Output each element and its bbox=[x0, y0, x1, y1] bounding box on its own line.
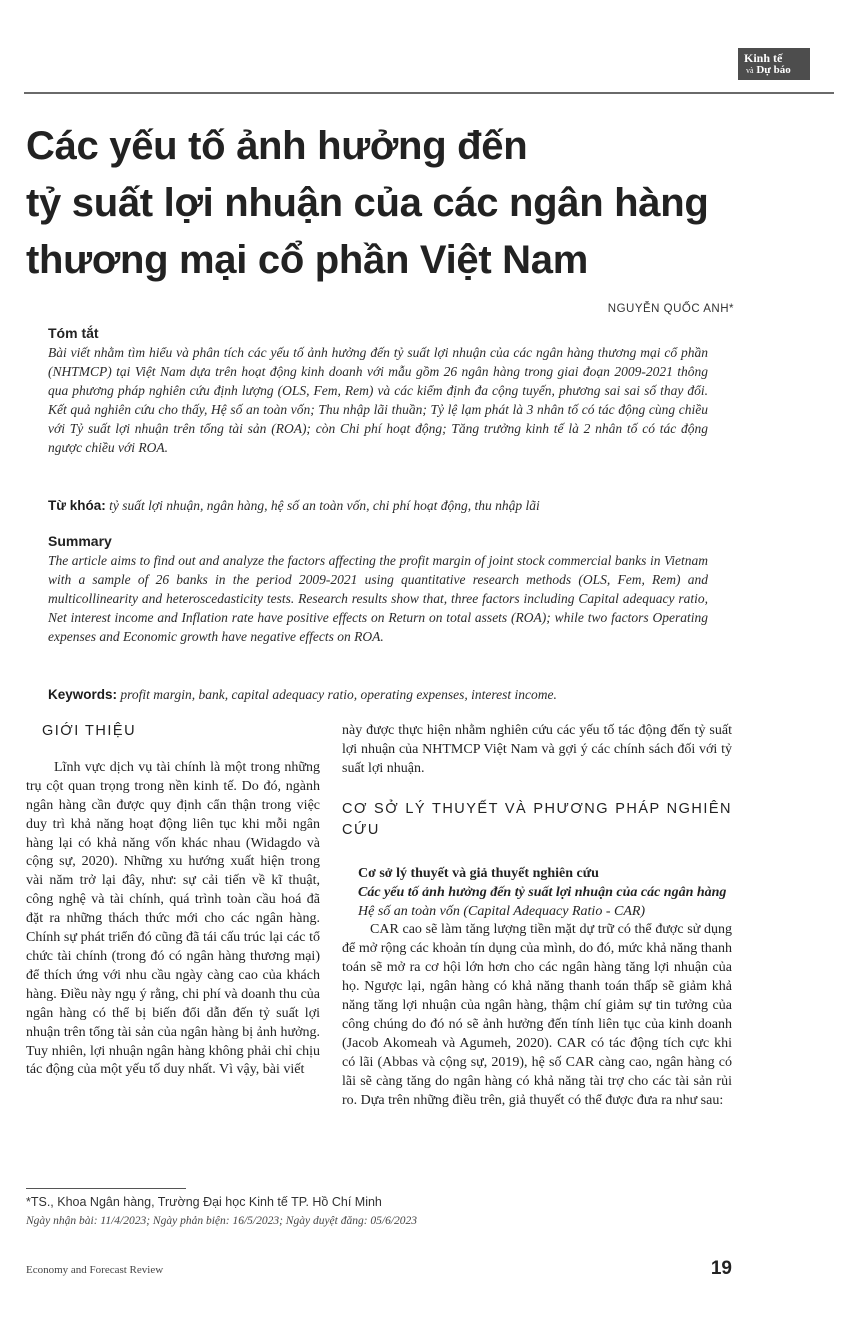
factors-subheading: Các yếu tố ảnh hưởng đến tỷ suất lợi nhuận của các ngân hàng bbox=[358, 884, 727, 900]
left-column bbox=[26, 722, 320, 1080]
intro-paragraph-continued: này được thực hiện nhằm nghiên cứu các yếu tố tác động đến tỷ suất lợi nhuận của NHTMCP Việt Nam và gợi ý các chính sách đối với tỷ suất lợi nhuận. bbox=[342, 723, 732, 776]
title-line-2: tỷ suất lợi nhuận của các ngân hàng bbox=[26, 181, 709, 225]
keywords-vi bbox=[48, 496, 728, 515]
journal-logo bbox=[738, 48, 810, 80]
logo-line-1: Kinh tế bbox=[744, 51, 783, 65]
abstract-vi-text: Bài viết nhằm tìm hiểu và phân tích các yếu tố ảnh hưởng đến tỷ suất lợi nhuận của các ngân hàng thương mại cổ phần (NHTMCP) tại Việt Nam dựa trên hoạt động kinh doanh với mẫu gồm 26 ngân hàng trong giai đoạn 2009-2021 thông qua phương pháp nghiên cứu định lượng (OLS, Fem, Rem) và các kiểm định đa cộng tuyến, phương sai sai số thay đổi. Kết quả nghiên cứu cho thấy, Hệ số an toàn vốn; Thu nhập lãi thuần; Tỷ lệ lạm phát là 3 nhân tố có tác động cùng chiều với Tỷ suất lợi nhuận trên tổng tài sản (ROA); còn Chi phí hoạt động; Tăng trưởng kinh tế là 2 nhân tố có tác động ngược chiều với ROA. bbox=[48, 345, 708, 455]
theory-heading: CƠ SỞ LÝ THUYẾT VÀ PHƯƠNG PHÁP NGHIÊN CỨU bbox=[342, 800, 732, 838]
footnote-rule bbox=[26, 1188, 186, 1189]
logo-conjunction: và bbox=[746, 66, 754, 75]
author-affiliation: *TS., Khoa Ngân hàng, Trường Đại học Kinh tế TP. Hồ Chí Minh bbox=[26, 1195, 382, 1209]
logo-line-2-text: Dự báo bbox=[756, 64, 791, 76]
intro-paragraph: Lĩnh vực dịch vụ tài chính là một trong những trụ cột quan trọng trong nền kinh tế. Do đó, ngành ngân hàng cần được quy định cẩn thận trong việc duy trì khả năng hoạt động liên tục khi mỗi ngân hàng lại có khả năng vốn khác nhau (Widagdo và cộng sự, 2020). Những xu hướng xuất hiện trong vài năm trở lại đây, như: sự cải tiến về kĩ thuật, công nghệ và tài chính, quá trình toàn cầu hoá đã đặt ra những thách thức mới cho các ngân hàng. Chính sự phát triển đó cũng đã tái cấu trúc lại các tổ chức tài chính (trong đó có ngân hàng thương mại) để thích ứng với nhu cầu ngày càng cao của khách hàng. Điều này ngụ ý rằng, chi phí và doanh thu của ngân hàng có thể bị biến đổi dẫn đến tỷ suất lợi nhuận trên tổng tài sản của ngân hàng bị ảnh hưởng. Tuy nhiên, lợi nhuận ngân hàng không phải chỉ chịu tác động của một yếu tố duy nhất. Vì vậy, bài viết bbox=[26, 759, 320, 1078]
keywords-en-label: Keywords: bbox=[48, 687, 118, 702]
article-title bbox=[26, 118, 826, 289]
abstract-en-heading: Summary bbox=[48, 533, 112, 549]
keywords-vi-text: tỷ suất lợi nhuận, ngân hàng, hệ số an toàn vốn, chi phí hoạt động, thu nhập lãi bbox=[109, 498, 540, 513]
review-dates: Ngày nhận bài: 11/4/2023; Ngày phản biện: 16/5/2023; Ngày duyệt đăng: 05/6/2023 bbox=[26, 1215, 418, 1227]
theory-subheading: Cơ sở lý thuyết và giả thuyết nghiên cứu bbox=[358, 865, 599, 881]
header-rule bbox=[24, 92, 834, 94]
abstract-vi-heading: Tóm tắt bbox=[48, 325, 99, 341]
keywords-en bbox=[48, 685, 748, 704]
right-column bbox=[342, 722, 732, 1111]
car-subheading: Hệ số an toàn vốn (Capital Adequacy Ratio - CAR) bbox=[358, 903, 646, 919]
abstract-en-text: The article aims to find out and analyze the factors affecting the profit margin of joint stock commercial banks in Vietnam with a sample of 26 banks in the period 2009-2021 using quantitative research methods (OLS, Fem, Rem) and multicollinearity and heteroscedasticity tests. Research results show that, three factors including Capital adequacy ratio, Net interest income and Inflation rate have positive effects on Return on total assets (ROA); while two factors Operating expenses and Economic growth have negative effects on ROA. bbox=[48, 553, 708, 644]
keywords-vi-label: Từ khóa: bbox=[48, 498, 106, 513]
title-line-1: Các yếu tố ảnh hưởng đến bbox=[26, 124, 528, 168]
journal-name: Economy and Forecast Review bbox=[26, 1264, 164, 1276]
author-name: NGUYỄN QUỐC ANH* bbox=[607, 303, 734, 315]
intro-heading: GIỚI THIỆU bbox=[42, 723, 137, 739]
title-line-3: thương mại cổ phần Việt Nam bbox=[26, 238, 588, 282]
page-number: 19 bbox=[710, 1258, 732, 1279]
car-paragraph: CAR cao sẽ làm tăng lượng tiền mặt dự trữ có thể được sử dụng để mở rộng các khoản tín dụng của mình, do đó, mức khả năng thanh toán sẽ mở ra cơ hội lớn hơn cho các ngân hàng tăng lợi nhuận của họ. Ngược lại, ngân hàng có khả năng thanh toán thấp sẽ giảm khả năng tăng lợi nhuận của ngân hàng, thậm chí giảm sự tin tưởng của công chúng do đó nó sẽ ảnh hưởng đến tính liên tục của kinh doanh (Jacob Akomeah và Agumeh, 2020). CAR có tác động tích cực khi có lãi (Abbas và cộng sự, 2019), hệ số CAR càng cao, ngân hàng có lãi sẽ càng tăng do ngân hàng có khả năng tài trợ cho các tài sản rủi ro. Dựa trên những điều trên, giả thuyết có thể được đưa ra như sau: bbox=[342, 922, 732, 1108]
keywords-en-text: profit margin, bank, capital adequacy ratio, operating expenses, interest income. bbox=[120, 687, 557, 702]
logo-line-2 bbox=[744, 64, 810, 77]
